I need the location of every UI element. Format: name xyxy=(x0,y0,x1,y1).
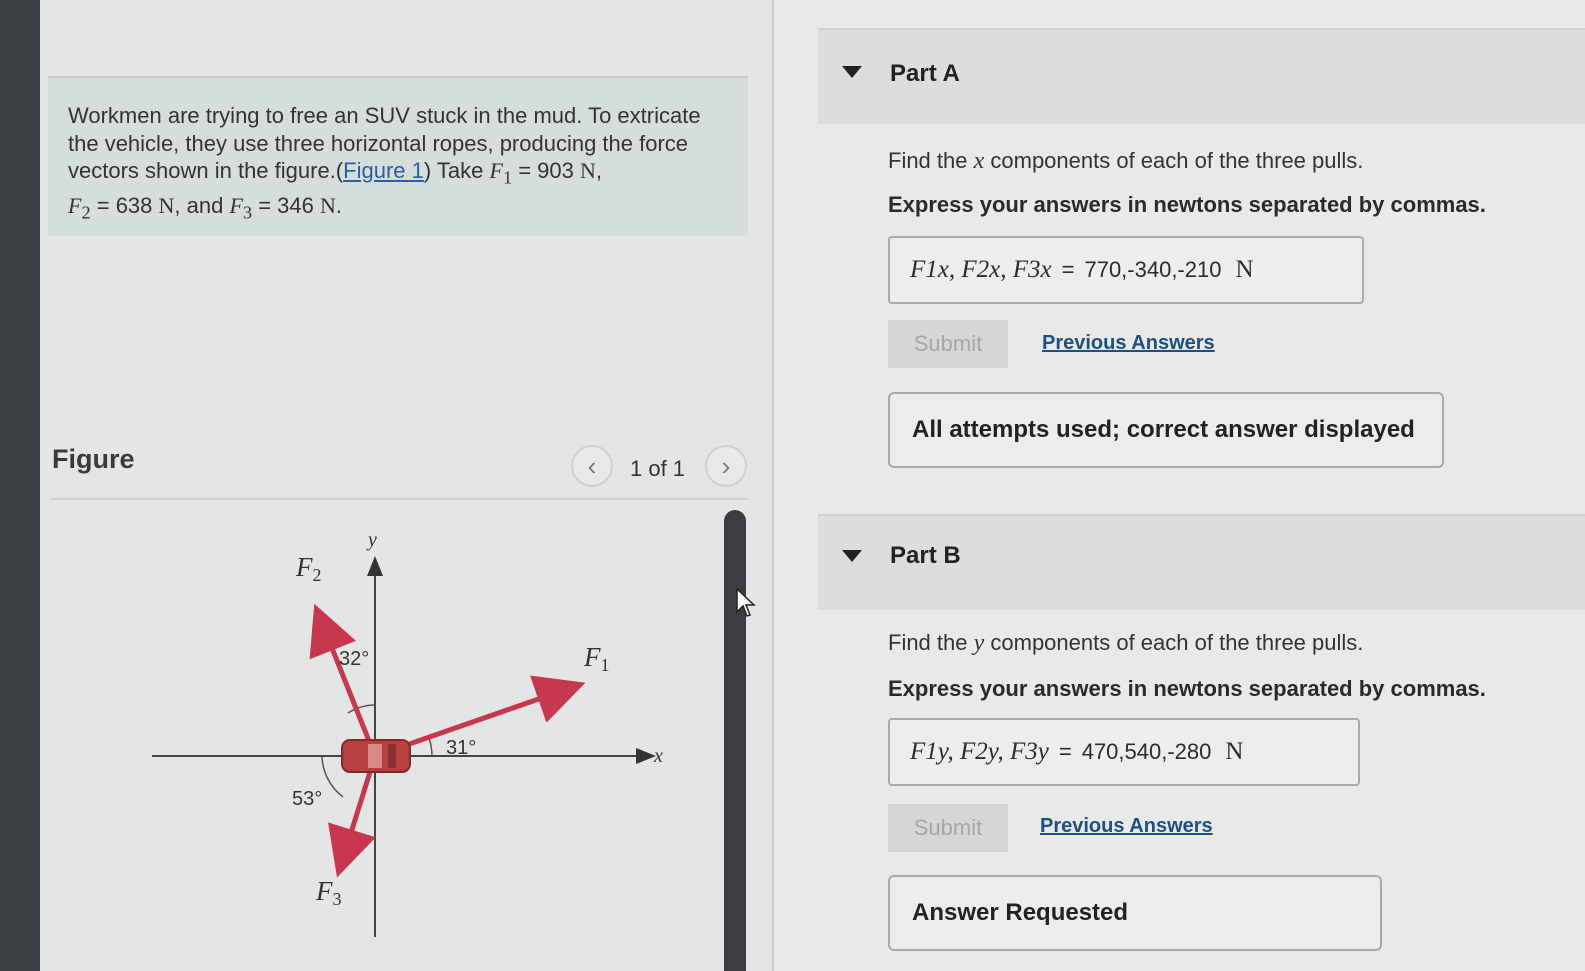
problem-text: Workmen are trying to free an SUV stuck in the mud. To extricate the vehicle, they use three horizontal ropes, producing the force vectors shown in the figure.(Figure 1) Take $F_1 = 903$ N, $F_2 = 638$ N, and $F_3 = 346$ N. xyxy=(68,103,701,223)
problem-statement xyxy=(48,76,748,236)
f3-sub: 3 xyxy=(242,202,253,223)
chevron-left-icon: ‹ xyxy=(587,450,597,481)
caret-down-icon[interactable] xyxy=(842,66,862,78)
problem-take: ) Take xyxy=(423,158,490,183)
figure-link[interactable]: Figure 1 xyxy=(343,158,424,183)
part-b-question-var: y xyxy=(973,630,985,656)
f3-symbol: F xyxy=(229,192,243,218)
part-a-header[interactable] xyxy=(818,28,1585,124)
y-axis-label: y xyxy=(368,529,377,551)
prev-figure-button[interactable] xyxy=(571,445,613,487)
f1-unit: N xyxy=(580,158,596,183)
figure-page-indicator: 1 of 1 xyxy=(630,456,686,481)
part-a-submit-button[interactable]: Submit xyxy=(888,320,1008,368)
f2-unit: N xyxy=(158,192,175,218)
f2-vector xyxy=(318,613,375,756)
part-b-answer-label: F1y, F2y, F3y xyxy=(910,738,1049,765)
f1-sub: 1 xyxy=(502,167,513,188)
part-b-question-post: components of each of the three pulls. xyxy=(984,630,1364,655)
part-b-answer-unit: N xyxy=(1225,738,1244,765)
part-a-title: Part A xyxy=(890,60,960,87)
force-diagram xyxy=(50,500,720,971)
part-b-header[interactable] xyxy=(818,514,1585,610)
part-b-submit-button[interactable]: Submit xyxy=(888,804,1008,852)
part-a-answer-unit: N xyxy=(1235,256,1254,283)
part-b-answer-value: 470,540,-280 xyxy=(1081,739,1212,764)
part-b-question xyxy=(888,630,1363,657)
part-b-status-message: Answer Requested xyxy=(888,875,1382,951)
part-a-previous-answers-link[interactable]: Previous Answers xyxy=(1042,332,1215,354)
and-joiner: , and xyxy=(174,192,230,218)
part-a-question-var: x xyxy=(973,148,985,174)
part-a-answer-field[interactable] xyxy=(888,236,1364,304)
part-b-previous-answers-link[interactable]: Previous Answers xyxy=(1040,815,1213,837)
part-b-title: Part B xyxy=(890,542,961,569)
f3-value: = 346 xyxy=(252,192,320,218)
part-b-instruction: Express your answers in newtons separated by commas. xyxy=(888,676,1486,701)
f2-sub: 2 xyxy=(81,202,91,223)
x-axis-label: x xyxy=(654,745,663,767)
f3-angle-label: 53° xyxy=(292,788,323,810)
f1-value: = 903 xyxy=(512,158,580,183)
part-a-instruction: Express your answers in newtons separated by commas. xyxy=(888,192,1486,217)
problem-intro: Workmen are trying to free an SUV stuck in the mud. To extricate the vehicle, they use three horizontal ropes, producing the force vectors shown in the figure.( xyxy=(68,103,701,183)
part-b-question-pre: Find the xyxy=(888,630,974,655)
f2-symbol: F xyxy=(68,192,82,218)
f1-symbol: F xyxy=(489,158,503,183)
f3-label: F3 xyxy=(316,876,342,909)
part-a-answer-label: F1x, F2x, F3x xyxy=(910,256,1052,283)
part-b-equals: = xyxy=(1058,739,1072,764)
screen-edge xyxy=(0,0,40,971)
angle-arc-f1 xyxy=(429,738,432,756)
f2-label: F2 xyxy=(296,552,322,585)
suv-icon xyxy=(342,740,410,772)
caret-down-icon[interactable] xyxy=(842,550,862,562)
f3-unit: N xyxy=(319,192,336,218)
part-a-equals: = xyxy=(1061,257,1075,282)
mouse-cursor-icon xyxy=(736,588,756,620)
next-figure-button[interactable] xyxy=(705,445,747,487)
part-a-question-pre: Find the xyxy=(888,148,974,173)
part-a-status-message: All attempts used; correct answer displayed xyxy=(888,392,1444,468)
figure-heading: Figure xyxy=(52,444,135,474)
f2-angle-label: 32° xyxy=(339,648,370,670)
angle-arc-f2 xyxy=(348,705,375,713)
part-b-answer-field[interactable] xyxy=(888,718,1360,786)
part-a-question xyxy=(888,148,1363,175)
f1-angle-label: 31° xyxy=(446,737,477,759)
f2-value: = 638 xyxy=(90,192,159,218)
chevron-right-icon: › xyxy=(721,450,731,481)
angle-arc-f3 xyxy=(322,756,343,797)
part-a-answer-value: 770,-340,-210 xyxy=(1084,257,1222,282)
part-a-question-post: components of each of the three pulls. xyxy=(984,148,1364,173)
f1-label: F1 xyxy=(584,642,610,675)
figure-scrollbar[interactable] xyxy=(724,510,746,971)
